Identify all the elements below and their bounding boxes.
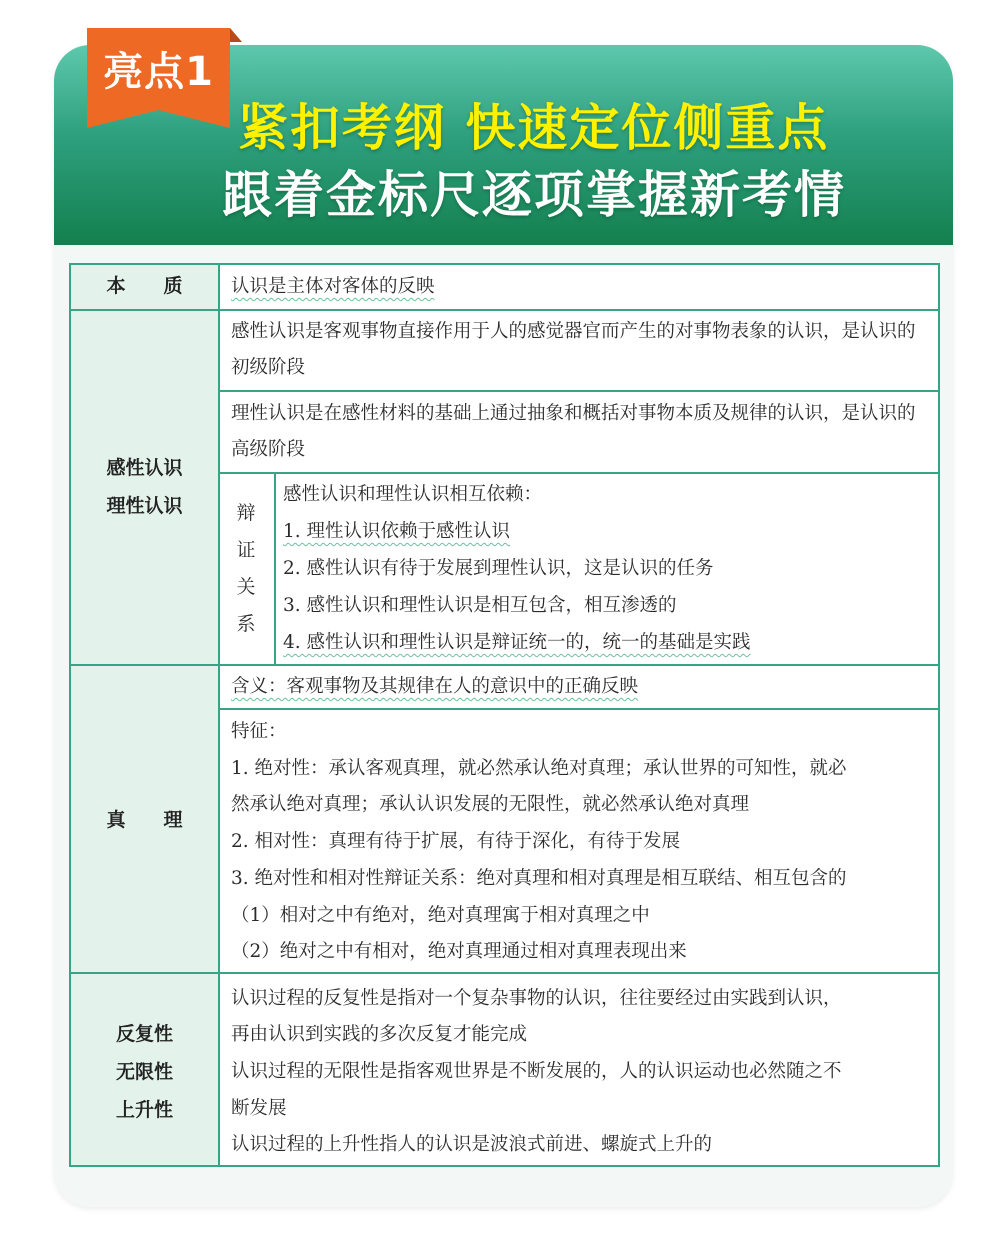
truth-meaning: 含义：客观事物及其规律在人的意识中的正确反映 bbox=[231, 676, 639, 697]
truth-feature-line: 2. 相对性：真理有待于扩展，有待于深化，有待于发展 bbox=[231, 831, 681, 852]
dialectic-line: 2. 感性认识有待于发展到理性认识，这是认识的任务 bbox=[283, 558, 714, 579]
title-line-1: 紧扣考纲 快速定位侧重点 bbox=[238, 99, 830, 157]
row-divider bbox=[71, 972, 938, 974]
perceptual-definition: 感性认识是客观事物直接作用于人的感觉器官而产生的对事物表象的认识，是认识的初级阶段 bbox=[231, 321, 916, 378]
cell-divider bbox=[218, 472, 938, 474]
row-divider bbox=[71, 309, 938, 311]
row-label-truth: 真 理 bbox=[106, 810, 183, 831]
truth-feature-line: （1）相对之中有绝对，绝对真理寓于相对真理之中 bbox=[231, 905, 650, 926]
essence-content: 认识是主体对客体的反映 bbox=[231, 276, 435, 297]
truth-feature-line: 1. 绝对性：承认客观真理，就必然承认绝对真理；承认世界的可知性，就必 bbox=[231, 758, 847, 779]
row-label-essence: 本 质 bbox=[106, 276, 183, 297]
row-label-process: 反复性 无限性 上升性 bbox=[115, 1024, 173, 1121]
badge-fold bbox=[230, 28, 242, 42]
cell-divider bbox=[218, 390, 938, 392]
truth-feature-line: 3. 绝对性和相对性辩证关系：绝对真理和相对真理是相互联结、相互包含的 bbox=[231, 868, 847, 889]
process-line: 认识过程的反复性是指对一个复杂事物的认识，往往要经过由实践到认识， bbox=[231, 988, 842, 1009]
knowledge-table bbox=[69, 263, 940, 1167]
process-line: 断发展 bbox=[231, 1098, 287, 1119]
rational-definition: 理性认识是在感性材料的基础上通过抽象和概括对事物本质及规律的认识，是认识的高级阶段 bbox=[231, 403, 916, 460]
process-line: 再由认识到实践的多次反复才能完成 bbox=[231, 1024, 528, 1045]
truth-feature-line: 特征： bbox=[231, 721, 287, 742]
dialectic-line: 4. 感性认识和理性认识是辩证统一的，统一的基础是实践 bbox=[283, 632, 751, 653]
truth-feature-line: （2）绝对之中有相对，绝对真理通过相对真理表现出来 bbox=[231, 941, 687, 962]
title-line-2: 跟着金标尺逐项掌握新考情 bbox=[222, 166, 846, 224]
process-line: 认识过程的无限性是指客观世界是不断发展的，人的认识运动也必然随之不 bbox=[231, 1061, 842, 1082]
row-label-perceptual-rational: 感性认识 理性认识 bbox=[106, 458, 183, 517]
dialectic-line: 感性认识和理性认识相互依赖： bbox=[283, 484, 543, 505]
badge-label: 亮点1 bbox=[103, 49, 214, 95]
cell-divider bbox=[218, 708, 938, 710]
dialectic-label: 辩 证 关 系 bbox=[236, 502, 256, 635]
dialectic-line: 1. 理性认识依赖于感性认识 bbox=[283, 521, 511, 542]
truth-feature-line: 然承认绝对真理；承认认识发展的无限性，就必然承认绝对真理 bbox=[231, 794, 750, 815]
row-divider bbox=[71, 664, 938, 666]
process-line: 认识过程的上升性指人的认识是波浪式前进、螺旋式上升的 bbox=[231, 1134, 713, 1155]
dialectic-line: 3. 感性认识和理性认识是相互包含，相互渗透的 bbox=[283, 595, 677, 616]
